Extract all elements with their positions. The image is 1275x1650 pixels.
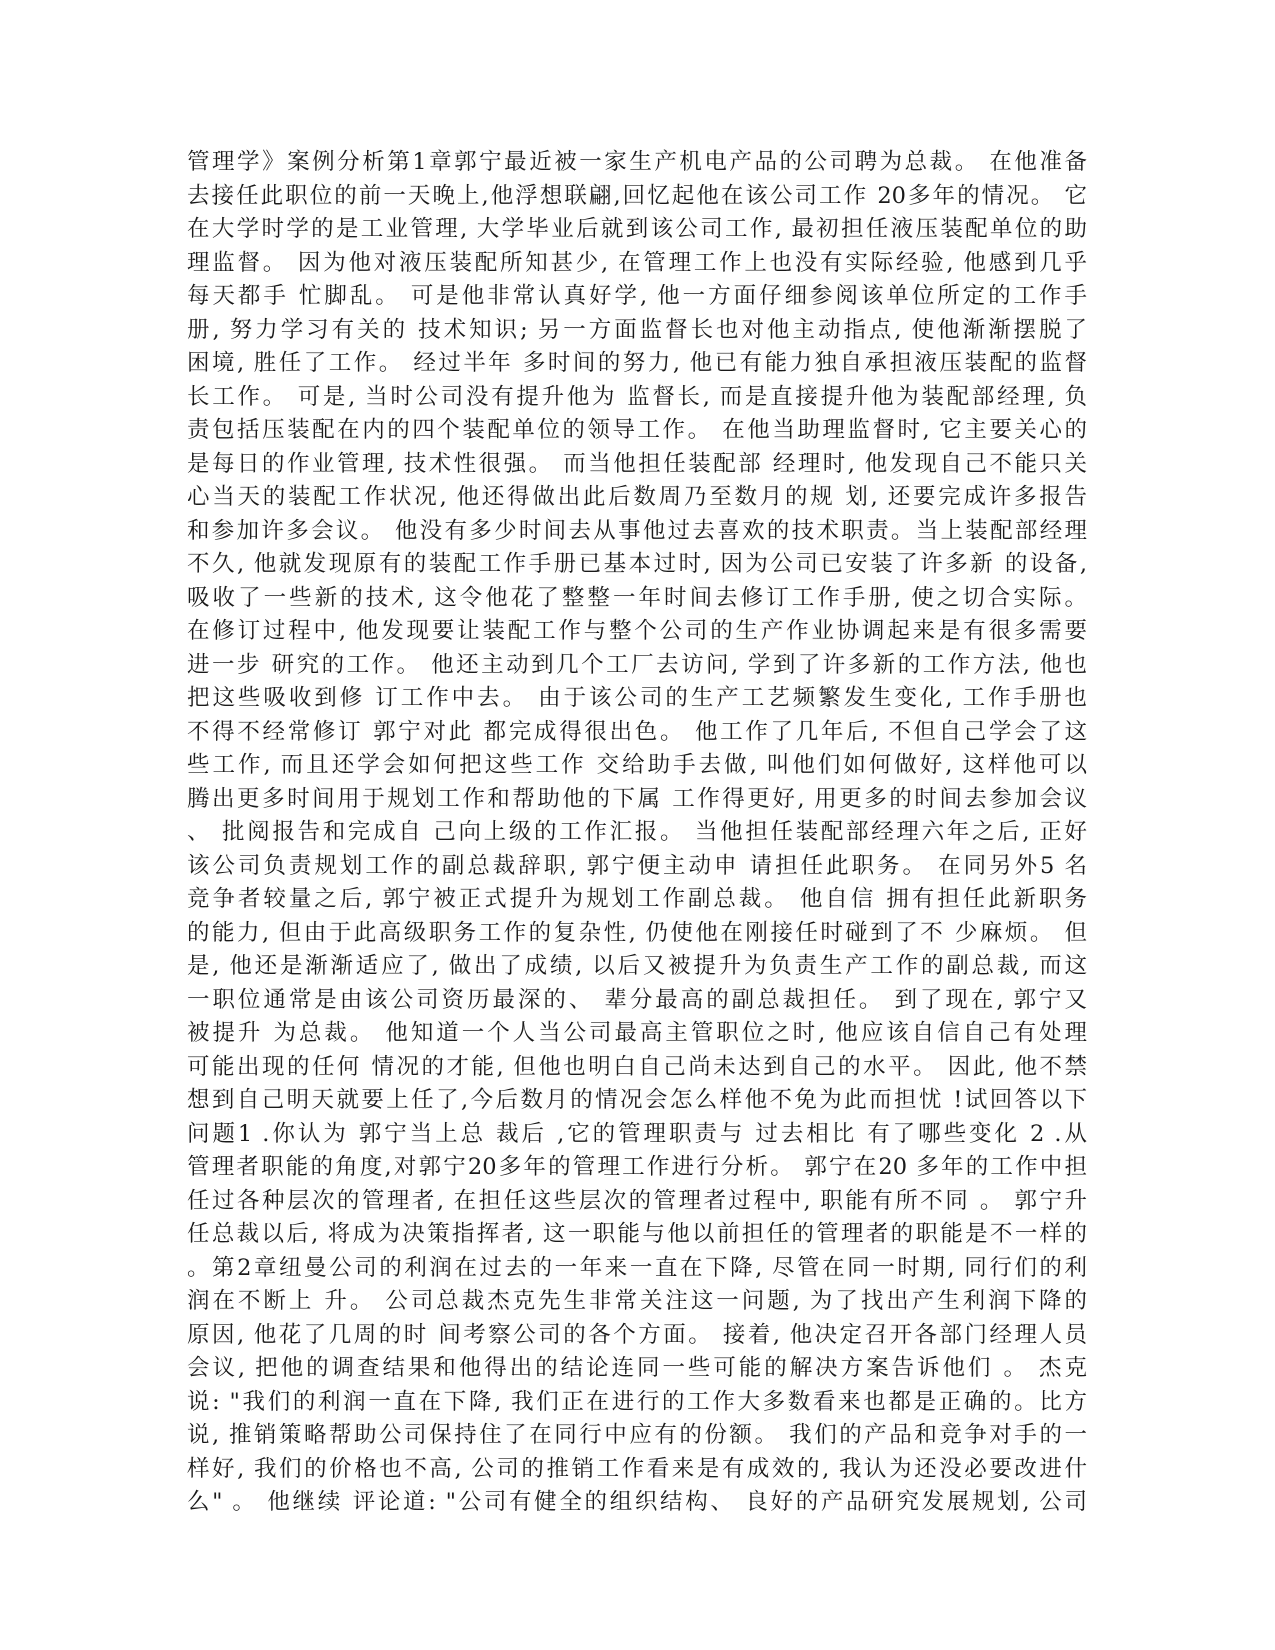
text-line: 想到自己明天就要上任了,今后数月的情况会怎么样他不免为此而担忧 !试回答以下 xyxy=(187,1087,1087,1113)
text-line: 该公司负责规划工作的副总裁辞职, 郭宁便主动申 请担任此职务。 在同另外5 名 xyxy=(187,852,1087,879)
text-line: 润在不断上 升。 公司总裁杰克先生非常关注这一问题, 为了找出产生利润下降的 xyxy=(187,1288,1087,1314)
text-line: 困境, 胜任了工作。 经过半年 多时间的努力, 他已有能力独自承担液压装配的监督 xyxy=(187,350,1087,376)
text-line: 是每日的作业管理, 技术性很强。 而当他担任装配部 经理时, 他发现自己不能只关 xyxy=(187,450,1087,477)
text-line: 心当天的装配工作状况, 他还得做出此后数周乃至数月的规 划, 还要完成许多报告 xyxy=(187,484,1087,510)
text-line: 把这些吸收到修 订工作中去。 由于该公司的生产工艺频繁发生变化, 工作手册也 xyxy=(187,685,1087,711)
text-line: 是, 他还是渐渐适应了, 做出了成绩, 以后又被提升为负责生产工作的副总裁, 而这 xyxy=(187,953,1087,979)
text-line: 的能力, 但由于此高级职务工作的复杂性, 仍使他在刚接任时碰到了不 少麻烦。 但 xyxy=(187,919,1087,946)
text-line: 说: "我们的利润一直在下降, 我们正在进行的工作大多数看来也都是正确的。比方 xyxy=(187,1388,1087,1415)
text-line: 管理者职能的角度,对郭宁20多年的管理工作进行分析。 郭宁在20 多年的工作中担 xyxy=(187,1154,1087,1180)
text-line: 长工作。 可是, 当时公司没有提升他为 监督长, 而是直接提升他为装配部经理, 负 xyxy=(187,383,1087,410)
text-line: 些工作, 而且还学会如何把这些工作 交给助手去做, 叫他们如何做好, 这样他可以 xyxy=(187,752,1087,778)
text-line: 在大学时学的是工业管理, 大学毕业后就到该公司工作, 最初担任液压装配单位的助 xyxy=(187,216,1087,242)
text-line: 腾出更多时间用于规划工作和帮助他的下属 工作得更好, 用更多的时间去参加会议 xyxy=(187,785,1087,812)
text-line: 么" 。 他继续 评论道: "公司有健全的组织结构、 良好的产品研究发展规划, 公司 xyxy=(187,1489,1087,1515)
text-line: 在修订过程中, 他发现要让装配工作与整个公司的生产作业协调起来是有很多需要 xyxy=(187,618,1087,644)
text-line: 一职位通常是由该公司资历最深的、 辈分最高的副总裁担任。 到了现在, 郭宁又 xyxy=(187,986,1087,1013)
text-line: 不得不经常修订 郭宁对此 都完成得很出色。 他工作了几年后, 不但自己学会了这 xyxy=(187,718,1087,745)
text-line: 会议, 把他的调查结果和他得出的结论连同一些可能的解决方案告诉他们 。 杰克 xyxy=(187,1355,1087,1381)
text-line: 被提升 为总裁。 他知道一个人当公司最高主管职位之时, 他应该自信自己有处理 xyxy=(187,1020,1087,1046)
text-line: 册, 努力学习有关的 技术知识; 另一方面监督长也对他主动指点, 使他渐渐摆脱了 xyxy=(187,316,1087,343)
text-line: 管理学》案例分析第1章郭宁最近被一家生产机电产品的公司聘为总裁。 在他准备 xyxy=(187,149,1087,175)
text-line: 理监督。 因为他对液压装配所知甚少, 在管理工作上也没有实际经验, 他感到几乎 xyxy=(187,249,1087,276)
text-line: 问题1 .你认为 郭宁当上总 裁后 ,它的管理职责与 过去相比 有了哪些变化 2 .从 xyxy=(187,1120,1087,1147)
text-line: 。第2章纽曼公司的利润在过去的一年来一直在下降, 尽管在同一时期, 同行们的利 xyxy=(187,1254,1087,1281)
text-line: 每天都手 忙脚乱。 可是他非常认真好学, 他一方面仔细参阅该单位所定的工作手 xyxy=(187,283,1087,309)
text-line: 可能出现的任何 情况的才能, 但他也明白自己尚未达到自己的水平。 因此, 他不禁 xyxy=(187,1053,1087,1080)
body-text xyxy=(187,146,1087,1520)
text-line: 竞争者较量之后, 郭宁被正式提升为规划工作副总裁。 他自信 拥有担任此新职务 xyxy=(187,886,1087,912)
text-line: 说, 推销策略帮助公司保持住了在同行中应有的份额。 我们的产品和竞争对手的一 xyxy=(187,1422,1087,1448)
text-line: 样好, 我们的价格也不高, 公司的推销工作看来是有成效的, 我认为还没必要改进什 xyxy=(187,1455,1087,1482)
text-line: 去接任此职位的前一天晚上,他浮想联翩,回忆起他在该公司工作 20多年的情况。 它 xyxy=(187,182,1087,209)
text-line: 吸收了一些新的技术, 这令他花了整整一年时间去修订工作手册, 使之切合实际。 xyxy=(187,584,1087,611)
text-line: 和参加许多会议。 他没有多少时间去从事他过去喜欢的技术职责。当上装配部经理 xyxy=(187,517,1087,544)
text-line: 任总裁以后, 将成为决策指挥者, 这一职能与他以前担任的管理者的职能是不一样的 xyxy=(187,1221,1087,1247)
text-line: 进一步 研究的工作。 他还主动到几个工厂去访问, 学到了许多新的工作方法, 他也 xyxy=(187,651,1087,678)
text-line: 、 批阅报告和完成自 己向上级的工作汇报。 当他担任装配部经理六年之后, 正好 xyxy=(187,819,1087,845)
text-line: 原因, 他花了几周的时 间考察公司的各个方面。 接着, 他决定召开各部门经理人员 xyxy=(187,1321,1087,1348)
text-line: 责包括压装配在内的四个装配单位的领导工作。 在他当助理监督时, 它主要关心的 xyxy=(187,417,1087,443)
text-line: 不久, 他就发现原有的装配工作手册已基本过时, 因为公司已安装了许多新 的设备, xyxy=(187,551,1087,577)
text-line: 任过各种层次的管理者, 在担任这些层次的管理者过程中, 职能有所不同 。 郭宁升 xyxy=(187,1187,1087,1214)
